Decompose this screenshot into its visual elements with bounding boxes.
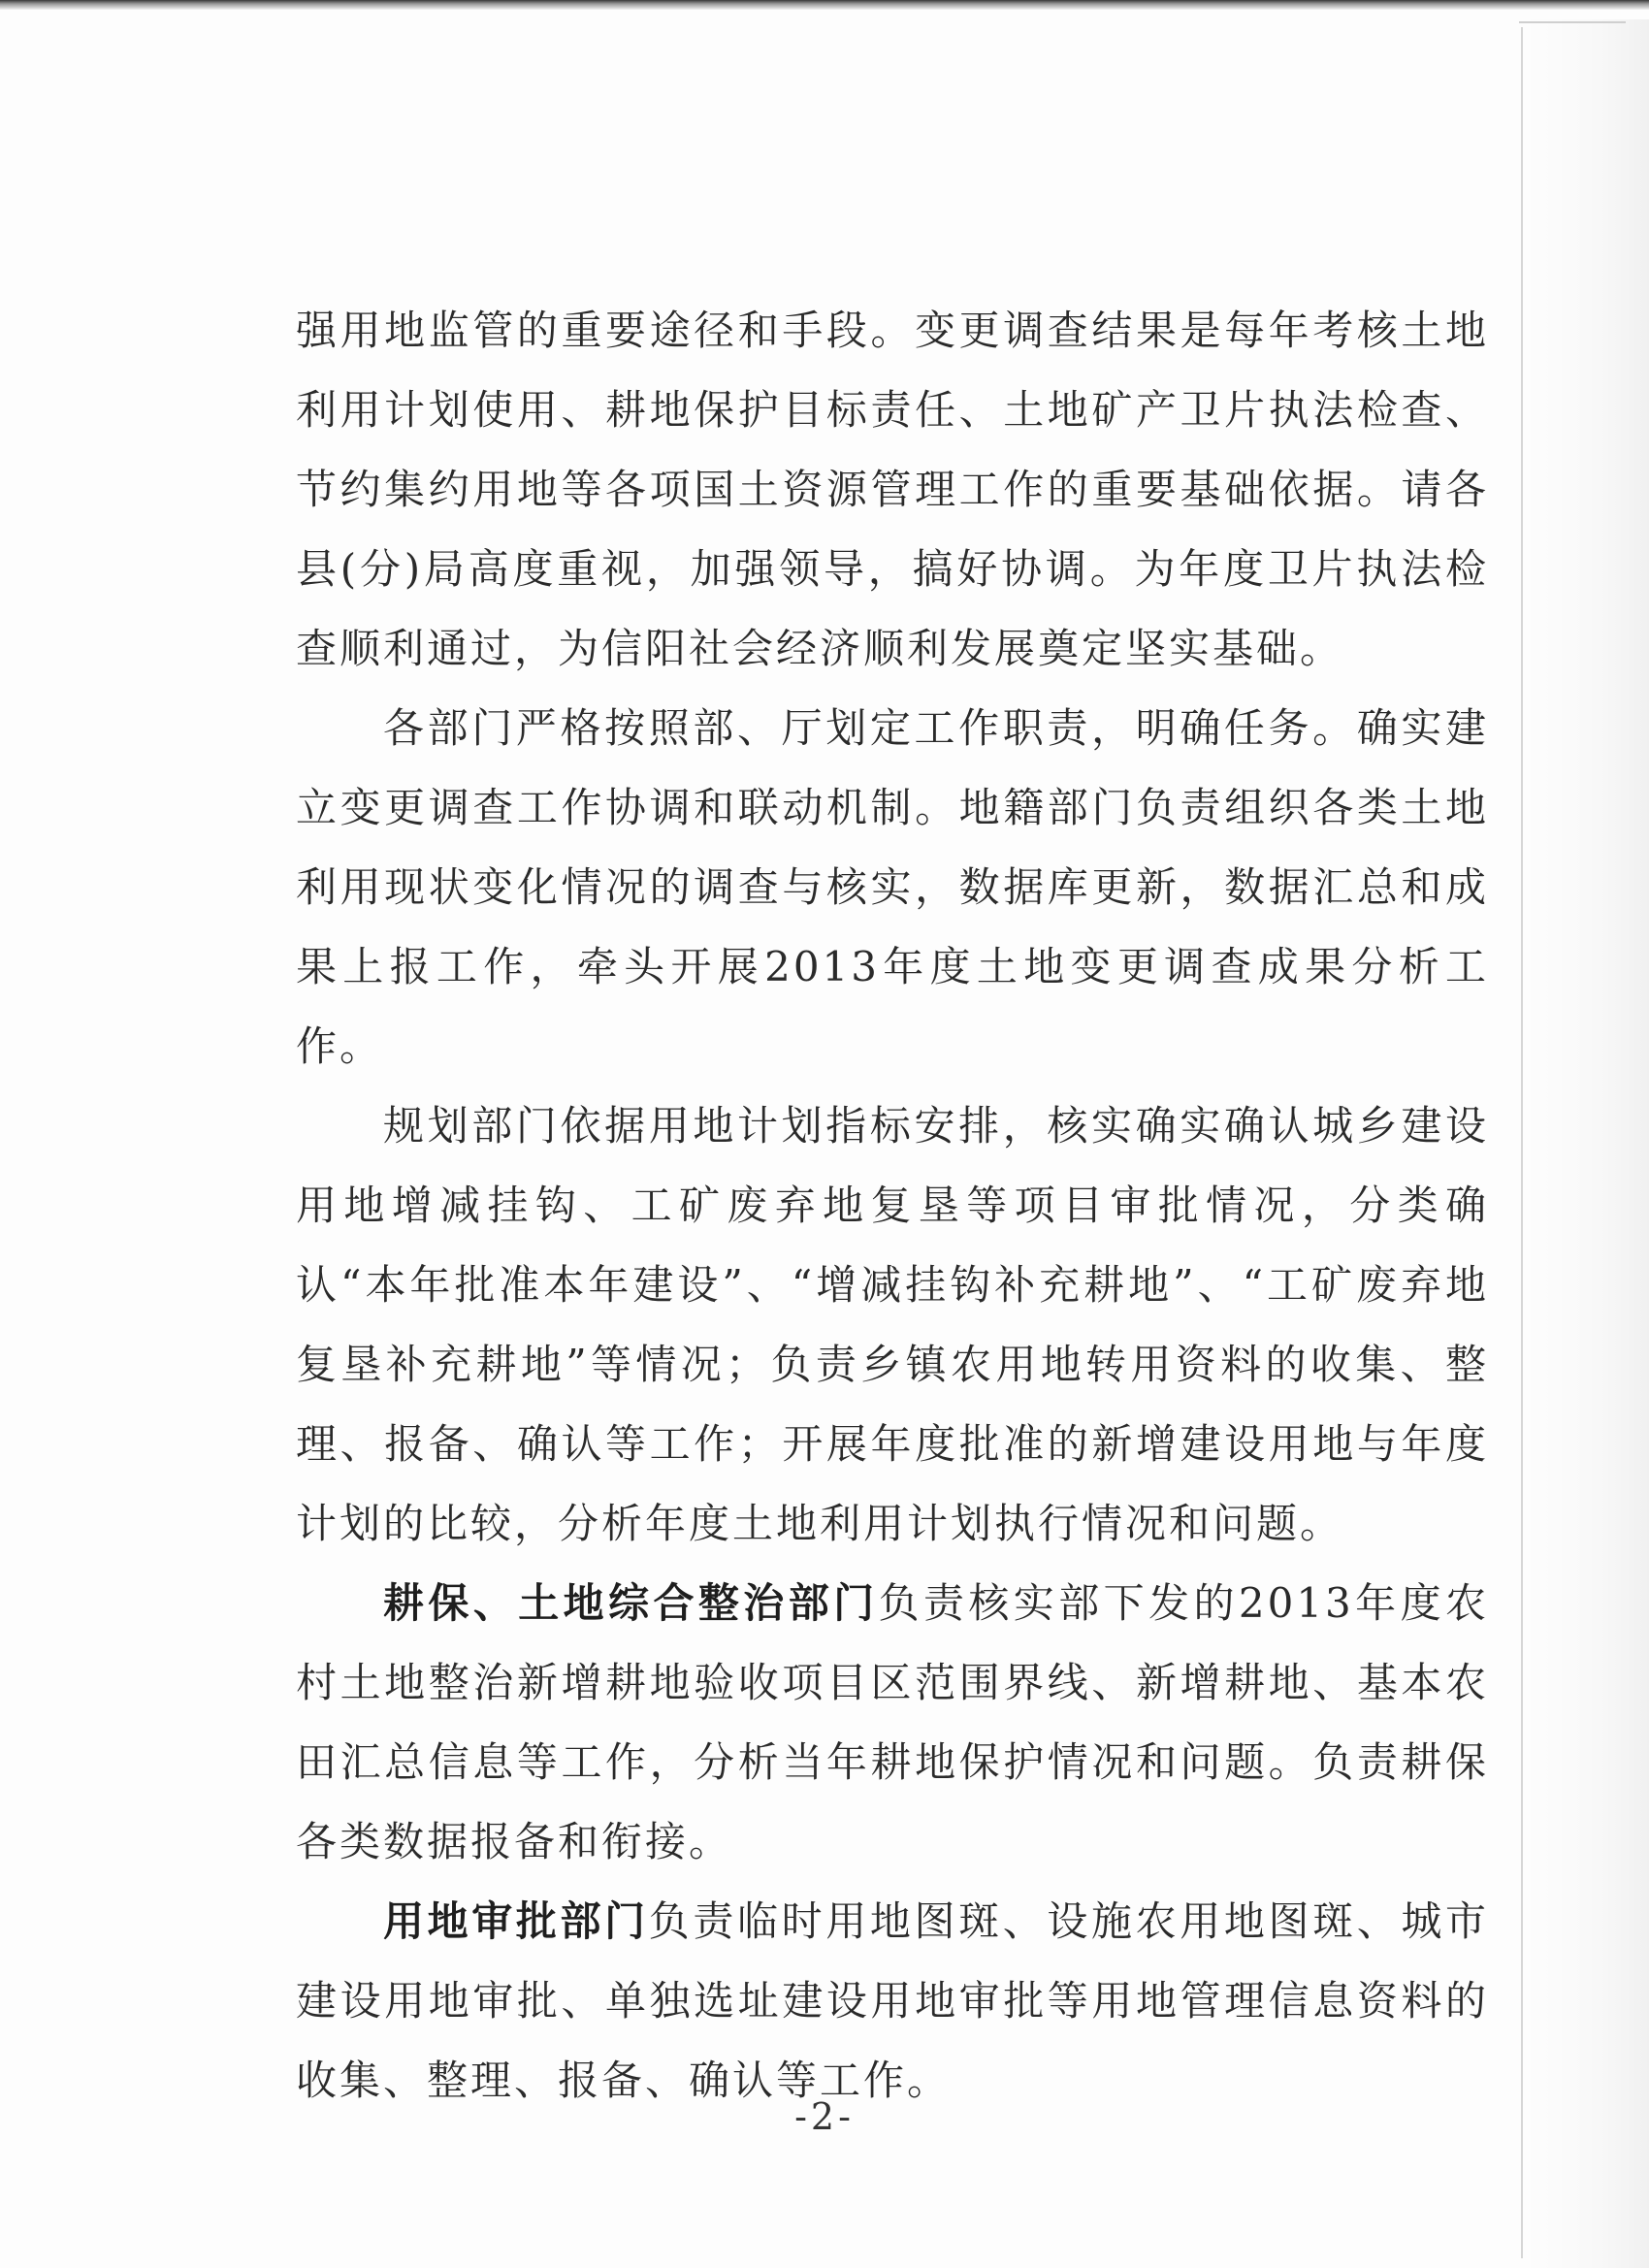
document-body	[296, 291, 1489, 2121]
paragraph	[296, 1564, 1489, 1882]
paragraph	[296, 1882, 1489, 2121]
paragraph-lead: 用地审批部门	[383, 1897, 649, 1945]
scan-edge-line	[1519, 21, 1626, 23]
paragraph-text: 强用地监管的重要途径和手段。变更调查结果是每年考核土地利用计划使用、耕地保护目标责任、土地矿产卫片执法检查、节约集约用地等各项国土资源管理工作的重要基础依据。请各县(分)局高度重视，加强领导，搞好协调。为年度卫片执法检查顺利通过，为信阳社会经济顺利发展奠定坚实基础。	[296, 307, 1489, 672]
paragraph-text: 各部门严格按照部、厅划定工作职责，明确任务。确实建立变更调查工作协调和联动机制。地籍部门负责组织各类土地利用现状变化情况的调查与核实，数据库更新，数据汇总和成果上报工作，牵头开展2013年度土地变更调查成果分析工作。	[296, 704, 1489, 1070]
page-number: -2-	[794, 2095, 855, 2138]
paragraph-lead: 耕保、土地综合整治部门	[383, 1579, 879, 1627]
scan-edge-shadow	[1523, 19, 1649, 2268]
paragraph-text: 负责核实部下发的2013年度农村土地整治新增耕地验收项目区范围界线、新增耕地、基本农田汇总信息等工作，分析当年耕地保护情况和问题。负责耕保各类数据报备和衔接。	[296, 1579, 1489, 1865]
paragraph	[296, 291, 1489, 689]
paragraph	[296, 1086, 1489, 1564]
paragraph-text: 规划部门依据用地计划指标安排，核实确实确认城乡建设用地增减挂钩、工矿废弃地复垦等项目审批情况，分类确认“本年批准本年建设”、“增减挂钩补充耕地”、“工矿废弃地复垦补充耕地”等情况；负责乡镇农用地转用资料的收集、整理、报备、确认等工作；开展年度批准的新增建设用地与年度计划的比较，分析年度土地利用计划执行情况和问题。	[296, 1102, 1489, 1547]
paragraph-text: 负责临时用地图斑、设施农用地图斑、城市建设用地审批、单独选址建设用地审批等用地管理信息资料的收集、整理、报备、确认等工作。	[296, 1897, 1489, 2104]
scan-top-edge	[0, 0, 1649, 10]
scan-edge-line	[1521, 27, 1523, 2258]
paragraph	[296, 689, 1489, 1086]
